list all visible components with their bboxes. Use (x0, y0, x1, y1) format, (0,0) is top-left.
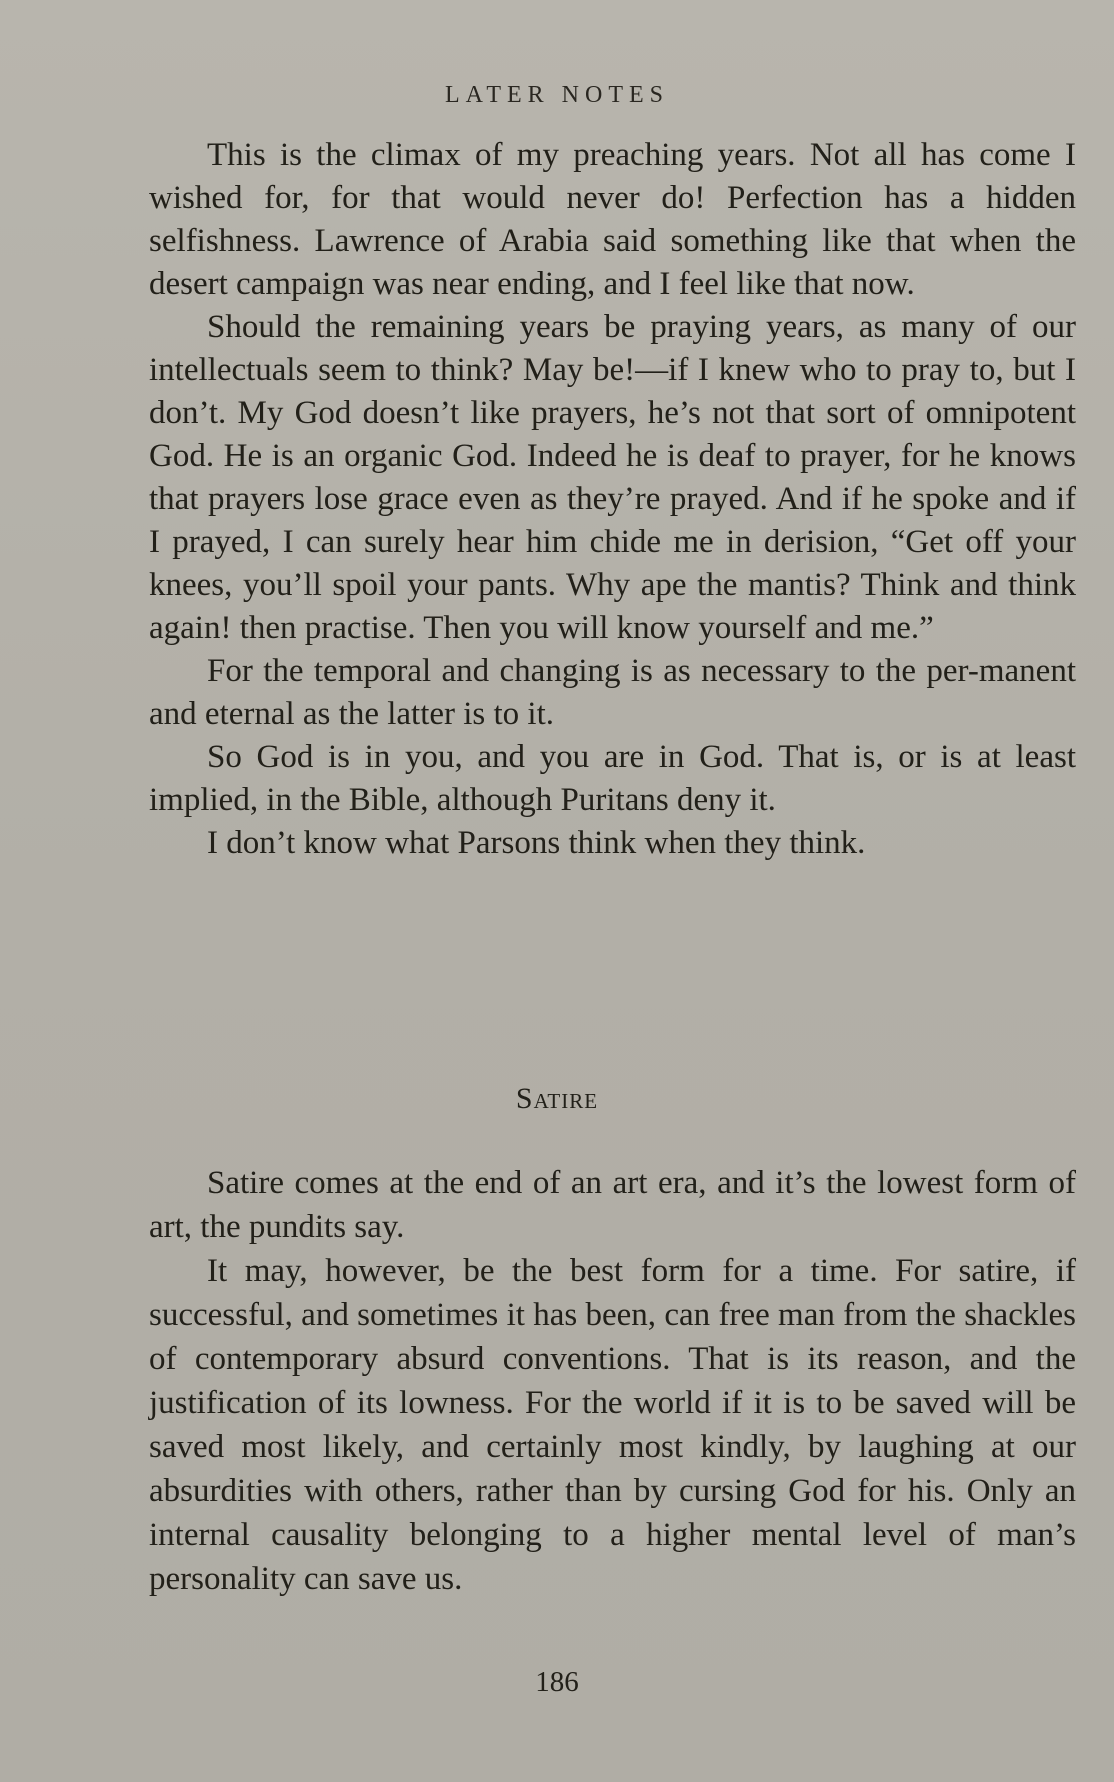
paragraph: For the temporal and changing is as necessary to the per-manent and eternal as the latter is to it. (149, 653, 1076, 732)
paragraph: Satire comes at the end of an art era, and it’s the lowest form of art, the pundits say. (149, 1165, 1076, 1245)
running-head: LATER NOTES (445, 82, 669, 108)
paragraph: I don’t know what Parsons think when they think. (207, 825, 866, 861)
page-number: 186 (535, 1666, 579, 1698)
body-text-section (149, 1161, 1076, 1601)
paragraph: So God is in you, and you are in God. That is, or is at least implied, in the Bible, although Puritans deny it. (149, 739, 1076, 818)
paragraph: Should the remaining years be praying years, as many of our intellectuals seem to think? May be!—if I knew who to pray to, but I don’t. My God doesn’t like prayers, he’s not that sort of omnipotent God. He is an organic God. Indeed he is deaf to prayer, for he knows that prayers lose grace even as they’re prayed. And if he spoke and if I prayed, I can surely hear him chide me in derision, “Get off your knees, you’ll spoil your pants. Why ape the mantis? Think and think again! then practise. Then you will know yourself and me.” (149, 309, 1076, 646)
body-text-before-section (149, 134, 1076, 865)
section-title: Satire (515, 1082, 599, 1115)
paragraph: This is the climax of my preaching years. Not all has come I wished for, for that would never do! Perfection has a hidden selfishness. Lawrence of Arabia said something like that when the desert campaign was near ending, and I feel like that now. (149, 137, 1076, 302)
paragraph: It may, however, be the best form for a time. For satire, if successful, and sometimes it has been, can free man from the shackles of contemporary absurd conventions. That is its reason, and the justification of its lowness. For the world if it is to be saved will be saved most likely, and certainly most kindly, by laughing at our absurdities with others, rather than by cursing God for his. Only an internal causality belonging to a higher mental level of man’s personality can save us. (149, 1253, 1076, 1597)
